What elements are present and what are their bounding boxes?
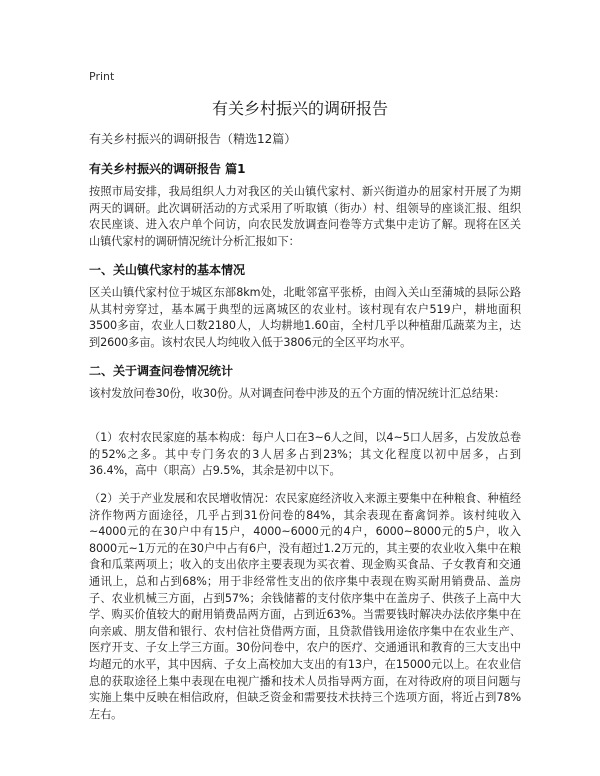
document-title: 有关乡村振兴的调研报告 <box>211 99 388 118</box>
intro-paragraph: 按照市局安排，我局组织人力对我区的关山镇代家村、新兴街道办的屈家村开展了为期两天的调研。此次调研活动的方式采用了听取镇（街办）村、组领导的座谈汇报、组织农民座谈、进入农户单个问访，向农民发放调查问卷等方式集中走访了解。现将在区关山镇代家村的调研情况统计分析汇报如下： <box>89 185 521 248</box>
article-heading: 有关乡村振兴的调研报告 篇1 <box>89 162 246 176</box>
survey-item-2: （2）关于产业发展和农民增收情况：农民家庭经济收入来源主要集中在种粮食、种植经济作物两方面途径，几乎占到31份问卷的84%，其余表现在畜禽饲养。该村纯收入~4000元的在30户中有15户，4000~6000元的4户，6000~8000元的5户，收入8000元~1万元的在30户中占有6户，没有超过1.2万元的，其主要的农业收入集中在粮食和瓜菜两项上；收入的支出依序主要表现为买衣着、现金购买食品、子女教育和交通通讯上，总和占到68%；用于非经常性支出的依序集中表现在购买耐用销费品、盖房子、农业机械三方面，占到57%；余钱储蓄的支付依序集中在盖房子、供孩子上高中大学、购买价值较大的耐用销费品两方面，占到近63%。当需要钱时解决办法依序集中在向亲戚、朋友借和银行、农村信社贷借两方面，且贷款借钱用途依序集中在农业生产、医疗开支、子女上学三方面。30份问卷中，农户的医疗、交通通讯和教育的三大支出中均超元的水平，其中因病、子女上高校加大支出的有13户，在15000元以上。在农业信息的获取途径上集中表现在电视广播和技术人员指导两方面，在对待政府的项目问题与实施上集中反映在相信政府，但缺乏资金和需要技术扶持三个选项方面，将近占到78%左右。 <box>89 492 521 721</box>
print-label[interactable]: Print <box>89 70 115 83</box>
section-2-heading: 二、关于调查问卷情况统计 <box>89 364 234 378</box>
section-2-body: 该村发放问卷30份，收30份。从对调查问卷中涉及的五个方面的情况统计汇总结果： <box>89 387 506 400</box>
section-1-heading: 一、关山镇代家村的基本情况 <box>89 263 246 277</box>
survey-item-1: （1）农村农民家庭的基本构成：每户人口在3~6人之间，以4~5口人居多，占发放总卷的52%之多。其中专门务农的3人居多占到23%；其文化程度以初中居多，占到36.4%，高中（职高）占9.5%，其余是初中以下。 <box>89 431 521 478</box>
section-1-body: 区关山镇代家村位于城区东部8km处，北毗邻富平张桥，由阎入关山至蒲城的县际公路从其村旁穿过，基本属于典型的远离城区的农业村。该村现有农户519户，耕地面积3500多亩，农业人口数2180人，人均耕地1.60亩，全村几乎以种植甜瓜蔬菜为主，达到2600多亩。该村农民人均纯收入低于3806元的全区平均水平。 <box>89 286 521 349</box>
document-subtitle: 有关乡村振兴的调研报告（精选12篇） <box>89 132 297 146</box>
